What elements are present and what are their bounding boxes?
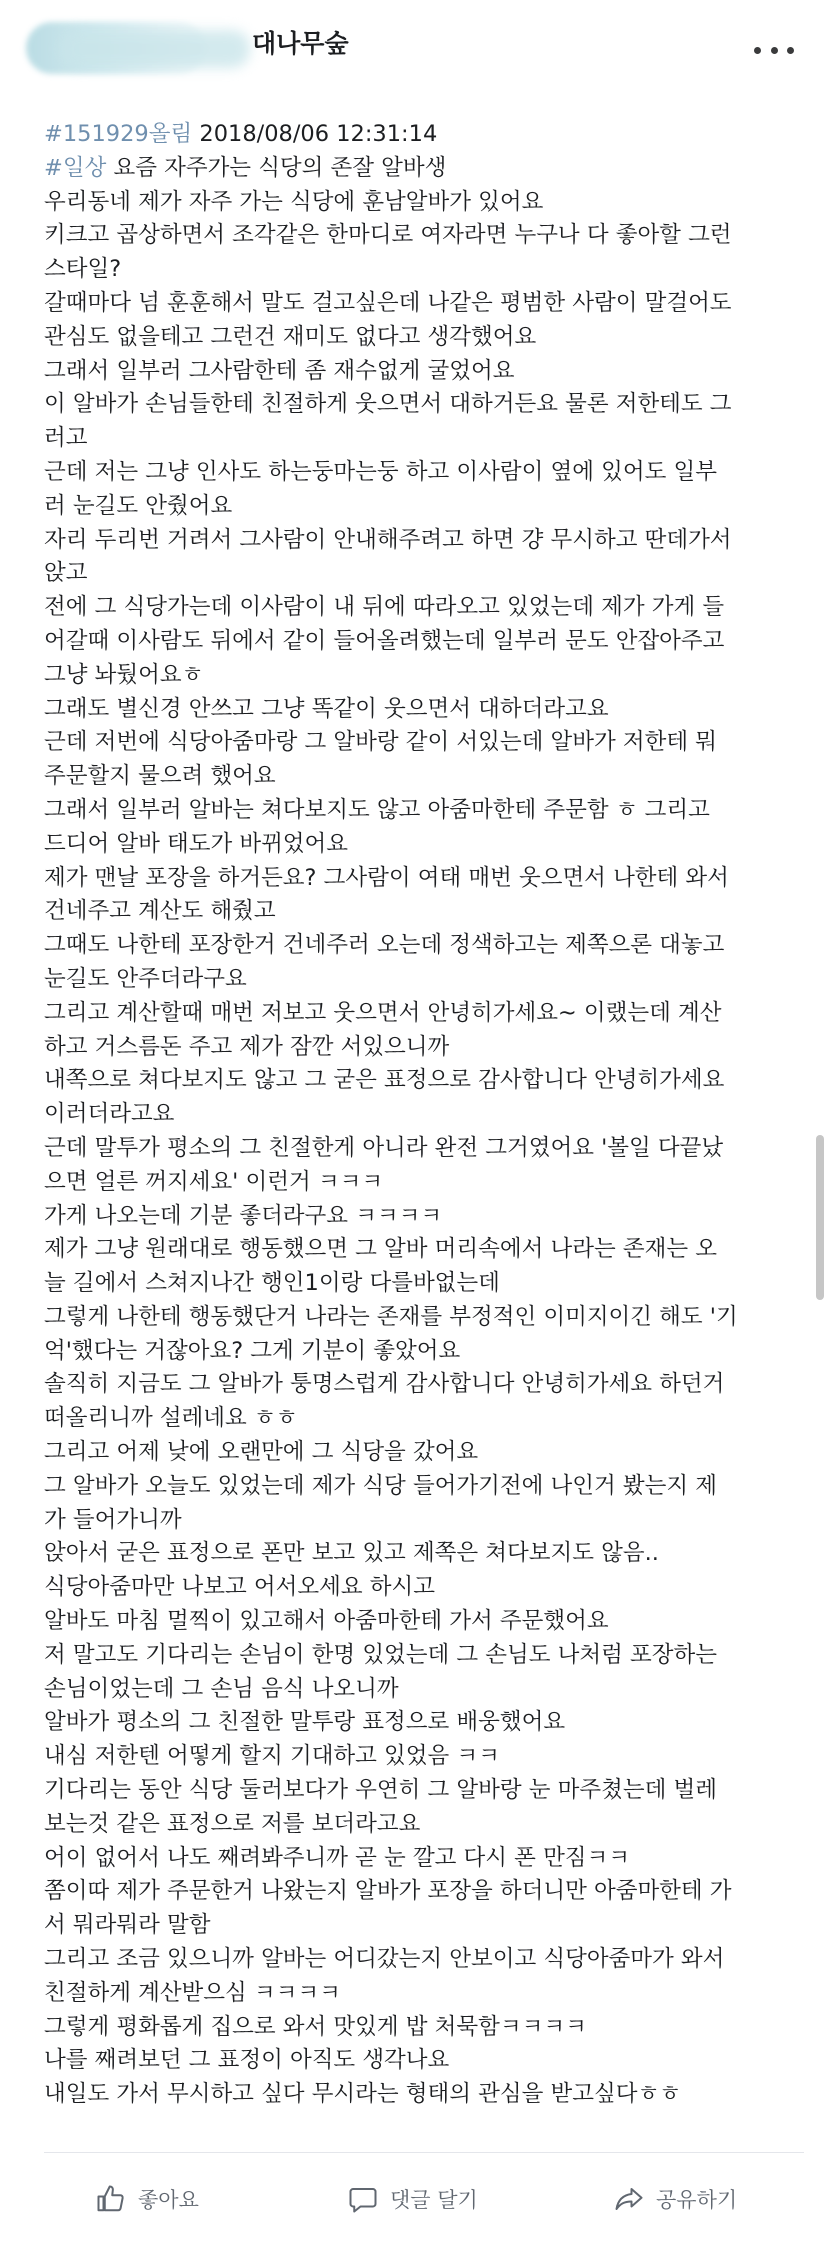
post-text-line: 갈때마다 넘 훈훈해서 말도 걸고싶은데 나같은 평범한 사람이 말걸어도 [44, 289, 732, 316]
post-text-line: 늘 길에서 스쳐지나간 행인1이랑 다를바없는데 [44, 1270, 500, 1297]
post-title: 요즘 자주가는 식당의 존잘 알바생 [113, 154, 447, 181]
post-text-line: 알바도 마침 멀찍이 있고해서 아줌마한테 가서 주문했어요 [44, 1608, 609, 1635]
post-text-line: 식당아줌마만 나보고 어서오세요 하시고 [44, 1574, 435, 1601]
post-text-line: 보는것 같은 표정으로 저를 보더라고요 [44, 1810, 421, 1837]
post-text-line: 제가 맨날 포장을 하거든요? 그사람이 여태 매번 웃으면서 나한테 와서 [44, 864, 729, 891]
more-dot-icon [754, 47, 761, 54]
post-text-line: 가 들어가니까 [44, 1506, 182, 1533]
post-id-hashtag[interactable]: #151929올림 [44, 121, 193, 147]
post-text-line: 알바가 평소의 그 친절한 말투랑 표정으로 배웅했어요 [44, 1709, 566, 1736]
category-hashtag[interactable]: #일상 [44, 154, 107, 181]
share-label: 공유하기 [656, 2188, 738, 2212]
post-body [44, 118, 804, 2112]
post-text-line: 그리고 조금 있으니까 알바는 어디갔는지 안보이고 식당아줌마가 와서 [44, 1946, 725, 1973]
post-text-line: 기다리는 동안 식당 둘러보다가 우연히 그 알바랑 눈 마주쳤는데 벌레 [44, 1777, 717, 1804]
post-text-line: 억'했다는 거잖아요? 그게 기분이 좋았어요 [44, 1337, 461, 1364]
post-text-line: 근데 저번에 식당아줌마랑 그 알바랑 같이 서있는데 알바가 저한테 뭐 [44, 729, 717, 756]
post-text-line: 저 말고도 기다리는 손님이 한명 있었는데 그 손님도 나처럼 포장하는 [44, 1641, 717, 1668]
post-text-line: 앉아서 굳은 표정으로 폰만 보고 있고 제쪽은 쳐다보지도 않음.. [44, 1540, 659, 1567]
like-label: 좋아요 [138, 2188, 199, 2212]
post-datetime: 2018/08/06 12:31:14 [199, 121, 438, 147]
post-text-line: 어갈때 이사람도 뒤에서 같이 들어올려했는데 일부러 문도 안잡아주고 [44, 627, 725, 654]
page-name[interactable]: 대나무숲 [252, 29, 349, 58]
comment-label: 댓글 달기 [390, 2188, 478, 2212]
post-text-line: 그렇게 나한테 행동했단거 나라는 존재를 부정적인 이미지이긴 해도 '기 [44, 1303, 738, 1330]
post-header [0, 0, 832, 110]
post-text-line: 하고 거스름돈 주고 제가 잠깐 서있으니까 [44, 1033, 450, 1060]
more-dot-icon [787, 47, 794, 54]
post-text-line: 떠올리니까 설레네요 ㅎㅎ [44, 1405, 298, 1432]
post-text-line: 그 알바가 오늘도 있었는데 제가 식당 들어가기전에 나인거 봤는지 제 [44, 1472, 717, 1499]
post-text-line: 자리 두리번 거려서 그사람이 안내해주려고 하면 걍 무시하고 딴데가서 [44, 526, 732, 553]
post-text-line: 나를 째려보던 그 표정이 아직도 생각나요 [44, 2047, 450, 2074]
post-text-line: 그래서 일부러 그사람한테 좀 재수없게 굴었어요 [44, 357, 515, 384]
post-text-line: 근데 저는 그냥 인사도 하는둥마는둥 하고 이사람이 옆에 있어도 일부 [44, 458, 717, 485]
comment-bubble-icon [348, 2184, 378, 2214]
post-text-line: 으면 얼른 꺼지세요' 이런거 ㅋㅋㅋ [44, 1168, 384, 1195]
post-text-line: 제가 그냥 원래대로 행동했으면 그 알바 머리속에서 나라는 존재는 오 [44, 1236, 717, 1263]
post-text-line: 쫌이따 제가 주문한거 나왔는지 알바가 포장을 하더니만 아줌마한테 가 [44, 1878, 732, 1905]
more-dot-icon [771, 47, 778, 54]
post-text-line: 그리고 어제 낮에 오랜만에 그 식당을 갔어요 [44, 1439, 479, 1466]
post-text-line: 친절하게 계산받으심 ㅋㅋㅋㅋ [44, 1979, 341, 2006]
post-text-line: 러고 [44, 425, 88, 452]
post-meta-line [44, 118, 804, 152]
post-text-line: 그때도 나한테 포장한거 건네주러 오는데 정색하고는 제쪽으론 대놓고 [44, 932, 725, 959]
post-text-line: 눈길도 안주더라구요 [44, 965, 247, 992]
post-text-line: 그리고 계산할때 매번 저보고 웃으면서 안녕히가세요~ 이랬는데 계산 [44, 999, 722, 1026]
share-arrow-icon [614, 2184, 644, 2214]
post-text-line: 우리동네 제가 자주 가는 식당에 훈남알바가 있어요 [44, 188, 544, 215]
post-text-line: 서 뭐라뭐라 말함 [44, 1912, 211, 1939]
post-text-line: 내일도 가서 무시하고 싶다 무시라는 형태의 관심을 받고싶다ㅎㅎ [44, 2081, 681, 2108]
post-text-line: 이 알바가 손님들한테 친절하게 웃으면서 대하거든요 물론 저한테도 그 [44, 391, 732, 418]
post-text-line: 내쪽으로 쳐다보지도 않고 그 굳은 표정으로 감사합니다 안녕히가세요 [44, 1067, 725, 1094]
post-text-line: 손님이었는데 그 손님 음식 나오니까 [44, 1675, 399, 1702]
actions-divider [44, 2152, 804, 2153]
post-text-line: 전에 그 식당가는데 이사람이 내 뒤에 따라오고 있었는데 제가 가게 들 [44, 594, 725, 621]
post-text-line: 건네주고 계산도 해줬고 [44, 898, 276, 925]
post-text-line: 주문할지 물으려 했어요 [44, 763, 276, 790]
post-text-line: 관심도 없을테고 그런건 재미도 없다고 생각했어요 [44, 323, 537, 350]
post-title-line [44, 152, 804, 186]
post-text-line: 앉고 [44, 560, 88, 587]
post-text-line: 어이 없어서 나도 째려봐주니까 곧 눈 깔고 다시 폰 만짐ㅋㅋ [44, 1844, 631, 1871]
post-text-line: 이러더라고요 [44, 1101, 175, 1128]
post-text-line: 키크고 곱상하면서 조각같은 한마디로 여자라면 누구나 다 좋아할 그런 [44, 222, 732, 249]
blurred-profile-name [60, 30, 250, 68]
like-button[interactable] [96, 2177, 199, 2221]
more-options-button[interactable] [754, 40, 794, 60]
post-actions-bar [0, 2165, 832, 2235]
post-text-line: 드디어 알바 태도가 바뀌었어요 [44, 830, 349, 857]
post-text-line: 스타일? [44, 256, 122, 283]
post-text-line: 그래서 일부러 알바는 쳐다보지도 않고 아줌마한테 주문함 ㅎ 그리고 [44, 796, 710, 823]
post-text-line: 그래도 별신경 안쓰고 그냥 똑같이 웃으면서 대하더라고요 [44, 695, 609, 722]
post-text-line: 그렇게 평화롭게 집으로 와서 맛있게 밥 처묵함ㅋㅋㅋㅋ [44, 2013, 587, 2040]
scrollbar-thumb[interactable] [816, 1135, 824, 1300]
post-text-line: 내심 저한텐 어떻게 할지 기대하고 있었음 ㅋㅋ [44, 1743, 500, 1770]
post-text-line: 가게 나오는데 기분 좋더라구요 ㅋㅋㅋㅋ [44, 1202, 443, 1229]
post-text-line: 솔직히 지금도 그 알바가 퉁명스럽게 감사합니다 안녕히가세요 하던거 [44, 1371, 725, 1398]
post-text-line: 러 눈길도 안줬어요 [44, 492, 233, 519]
comment-button[interactable] [348, 2177, 478, 2221]
post-text-line: 그냥 놔뒀어요ㅎ [44, 661, 204, 688]
post-text-line: 근데 말투가 평소의 그 친절한게 아니라 완전 그거였어요 '볼일 다끝났 [44, 1134, 724, 1161]
share-button[interactable] [614, 2177, 737, 2221]
post-text-lines [44, 186, 804, 2112]
thumbs-up-icon [96, 2184, 126, 2214]
